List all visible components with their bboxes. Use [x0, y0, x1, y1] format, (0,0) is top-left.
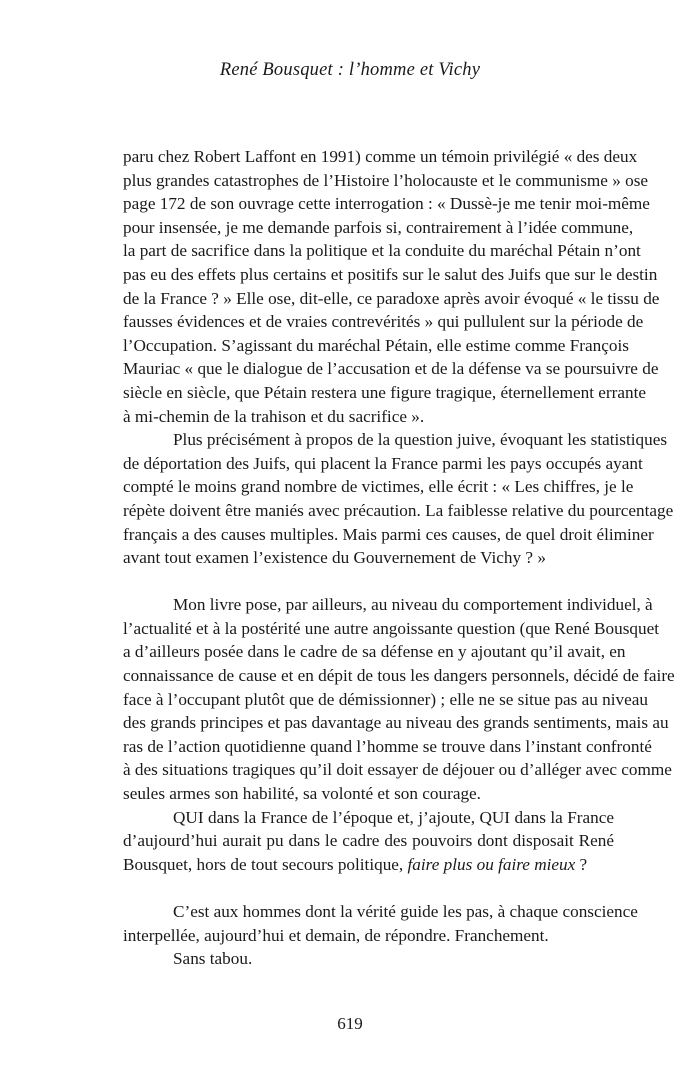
text-line: Mon livre pose, par ailleurs, au niveau du comportement individuel, à [173, 595, 653, 615]
text-line: à des situations tragiques qu’il doit essayer de déjouer ou d’alléger avec comme [123, 760, 672, 780]
text-line: paru chez Robert Laffont en 1991) comme un témoin privilégié « des deux [123, 147, 638, 166]
text-line: pas eu des effets plus certains et positifs sur le salut des Juifs que sur le destin [123, 264, 658, 284]
paragraph-spacer [123, 570, 614, 594]
text-line: QUI dans la France de l’époque et, j’ajoute, QUI dans la France [173, 807, 614, 827]
text-line: la part de sacrifice dans la politique et la conduite du maréchal Pétain n’ont [123, 241, 641, 261]
text-line: Sans tabou. [173, 949, 253, 969]
text-line: Plus précisément à propos de la question juive, évoquant les statistiques [173, 430, 668, 450]
text-line: seules armes son habilité, sa volonté et son courage. [123, 784, 481, 804]
paragraph-3 [123, 593, 675, 805]
text-line: compté le moins grand nombre de victimes, elle écrit : « Les chiffres, je le [123, 477, 634, 497]
text-line: de la France ? » Elle ose, dit-elle, ce paradoxe après avoir évoqué « le tissu de [123, 288, 660, 308]
paragraph-6 [123, 947, 614, 971]
text-line: face à l’occupant plutôt que de démissionner) ; elle ne se situe pas au niveau [123, 689, 648, 709]
text-line: a d’ailleurs posée dans le cadre de sa défense en y ajoutant qu’il avait, en [123, 642, 626, 662]
text-line: C’est aux hommes dont la vérité guide les pas, à chaque conscience [173, 902, 638, 921]
paragraph-1 [123, 145, 660, 428]
text-line: répète doivent être maniés avec précaution. La faiblesse relative du pourcentage [123, 500, 674, 520]
text-line: page 172 de son ouvrage cette interrogation : « Dussè-je me tenir moi-même [123, 194, 650, 214]
text-line: l’actualité et à la postérité une autre angoissante question (que René Bousquet [123, 618, 659, 638]
running-header-title: René Bousquet : l’homme et Vichy [219, 60, 481, 80]
italic-emphasis: faire plus ou faire mieux [407, 854, 576, 874]
text-line: ras de l’action quotidienne quand l’homme se trouve dans l’instant confronté [123, 736, 652, 756]
text-line: à mi-chemin de la trahison et du sacrifice ». [123, 406, 425, 426]
text-line: l’Occupation. S’agissant du maréchal Pétain, elle estime comme François [123, 335, 629, 355]
text-line [123, 853, 614, 877]
text-line: de déportation des Juifs, qui placent la France parmi les pays occupés ayant [123, 453, 643, 473]
text-segment: Bousquet, hors de tout secours politique, [123, 854, 408, 874]
text-line: avant tout examen l’existence du Gouvernement de Vichy ? » [123, 548, 546, 568]
text-line: Mauriac « que le dialogue de l’accusation et de la défense va se poursuivre de [123, 359, 659, 379]
paragraph-4 [123, 806, 614, 877]
text-segment: ? [575, 854, 588, 874]
text-line: connaissance de cause et en dépit de tous les dangers personnels, décidé de faire [123, 666, 675, 686]
paragraph-5 [123, 900, 638, 947]
text-line: siècle en siècle, que Pétain restera une figure tragique, éternellement errante [123, 382, 647, 402]
text-line: pour insensée, je me demande parfois si, contrairement à l’idée commune, [123, 217, 634, 237]
text-line: fausses évidences et de vraies contrevérités » qui pullulent sur la période de [123, 312, 644, 332]
text-line: d’aujourd’hui aurait pu dans le cadre des pouvoirs dont disposait René [123, 831, 614, 851]
text-line: plus grandes catastrophes de l’Histoire l’holocauste et le communisme » ose [123, 170, 649, 190]
paragraph-spacer [123, 876, 614, 900]
text-line: français a des causes multiples. Mais parmi ces causes, de quel droit éliminer [123, 524, 654, 544]
text-line: interpellée, aujourd’hui et demain, de répondre. Franchement. [123, 925, 549, 945]
paragraph-2 [123, 428, 674, 570]
body-text [123, 145, 675, 971]
text-line: des grands principes et pas davantage au niveau des grands sentiments, mais au [123, 713, 669, 733]
page-number: 619 [337, 1014, 363, 1033]
